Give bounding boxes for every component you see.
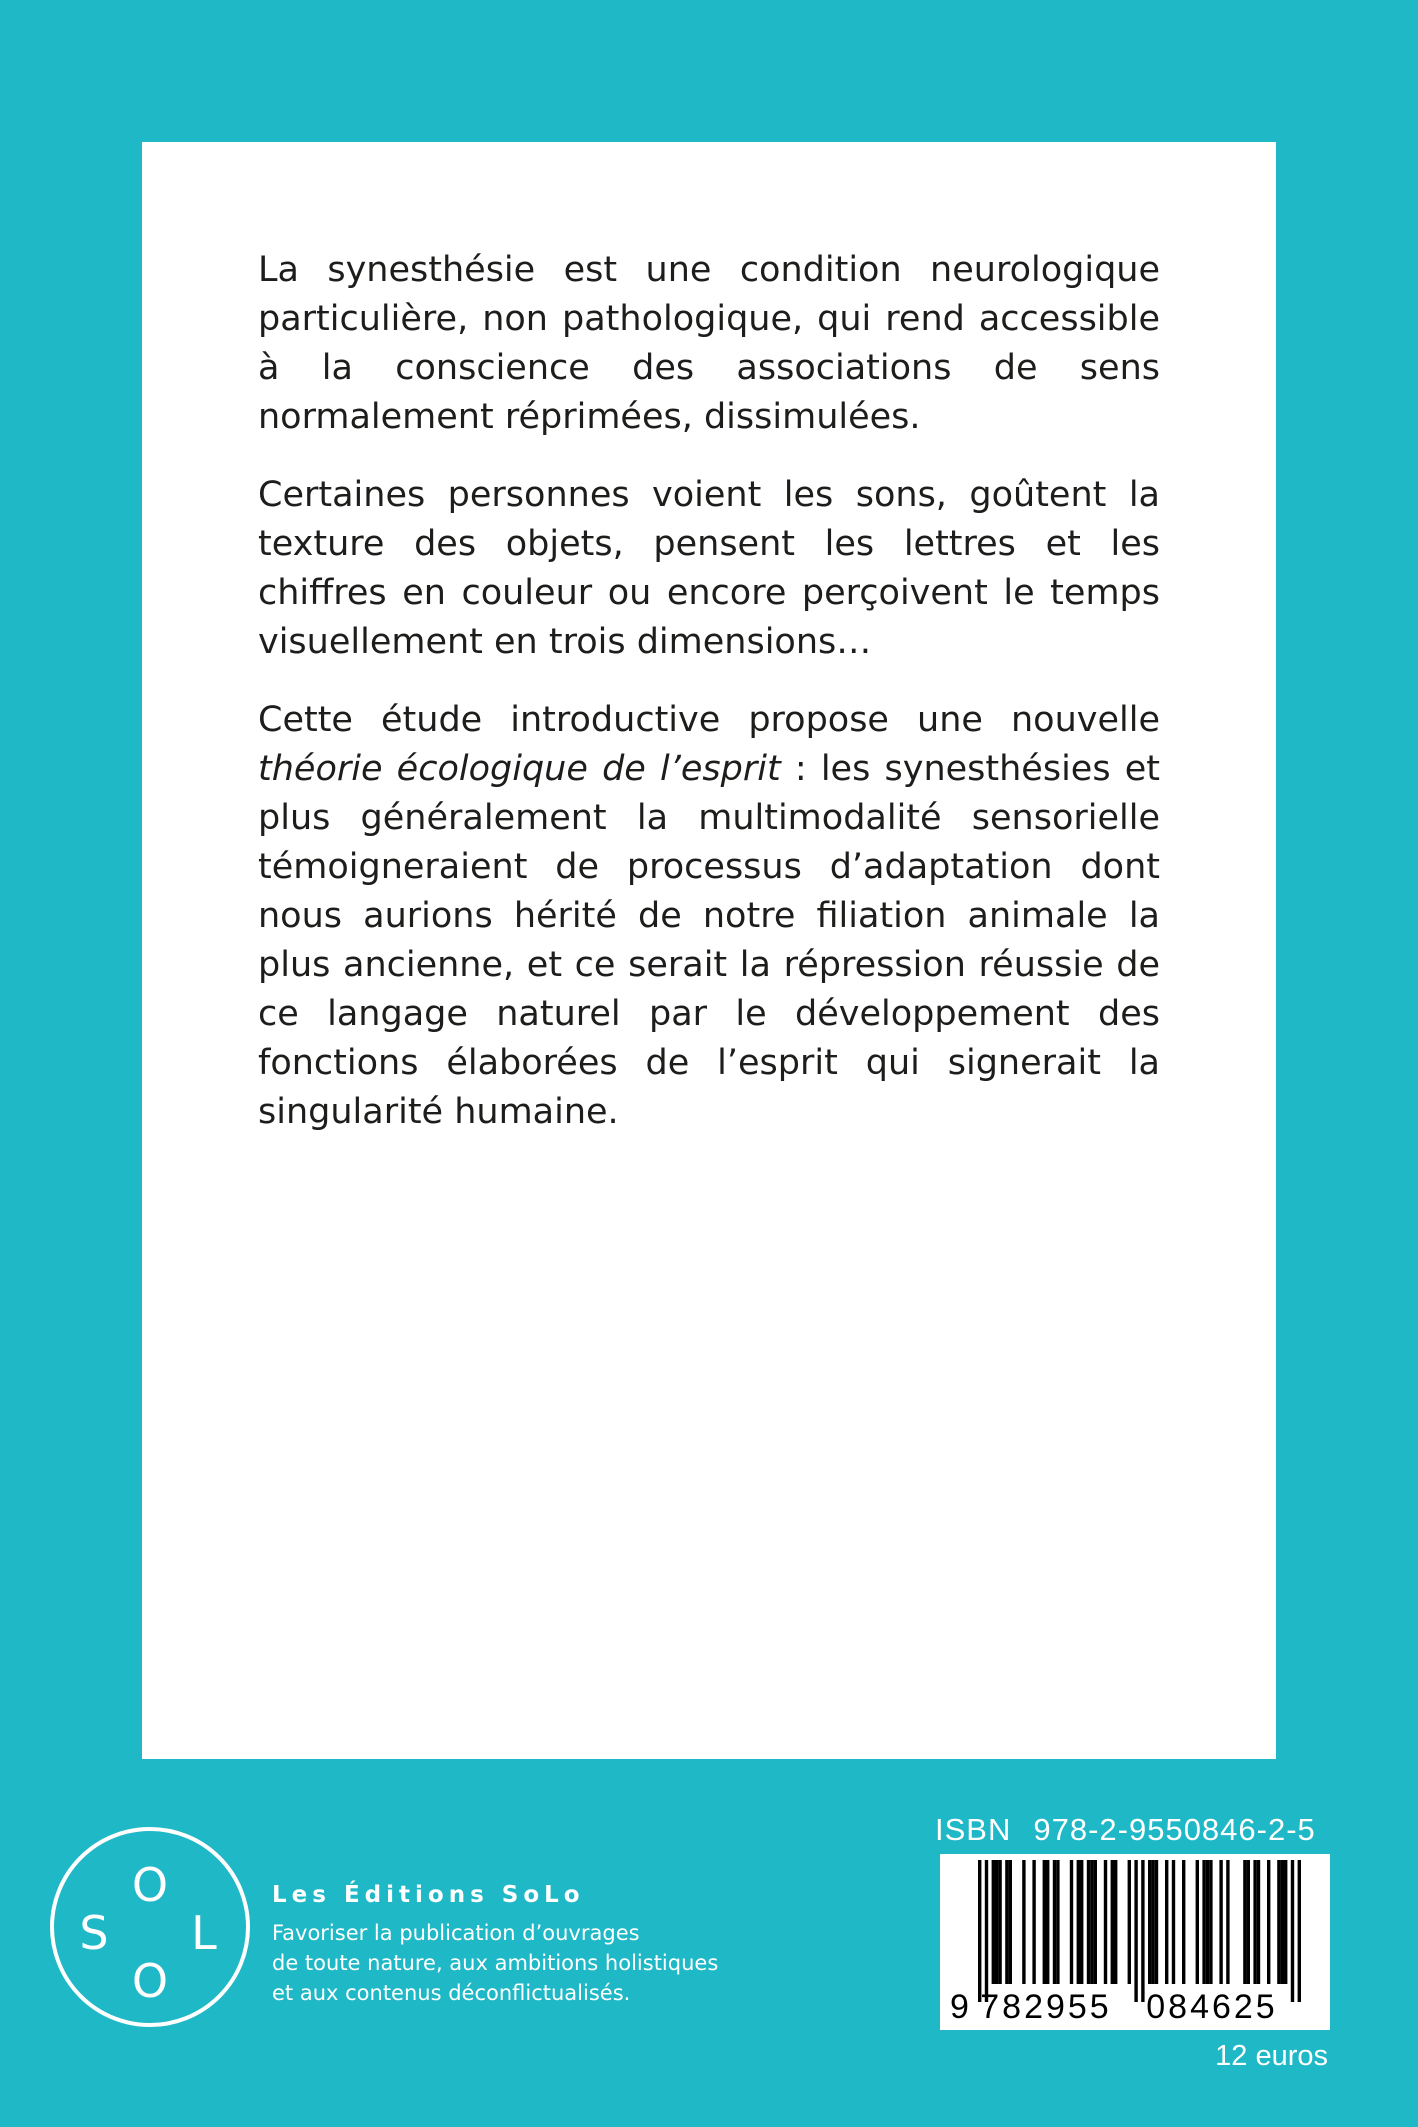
publisher-info [272,1882,718,2008]
isbn-label: ISBN [935,1812,1012,1847]
barcode-right-digits: 084625 [1146,1988,1278,2026]
publisher-tagline-line-3: et aux contenus déconflictualisés. [272,1981,631,2005]
publisher-name: Les Éditions SoLo [272,1882,585,1908]
barcode-bar [1182,1860,1185,1984]
barcode-bar [992,1860,995,1984]
barcode-bar [1226,1860,1229,1984]
barcode-bar [1291,1860,1294,2002]
barcode [940,1854,1330,2030]
blurb-italic-phrase: théorie écologique de l’esprit [258,749,781,789]
barcode-bar [1148,1860,1151,1984]
publisher-tagline-line-2: de toute nature, aux ambitions holistiques [272,1951,719,1975]
barcode-bar [1196,1860,1199,1984]
price: 12 euros [1215,2040,1328,2072]
barcode-bar [1281,1860,1284,1984]
barcode-bar [1219,1860,1222,1984]
barcode-bar [1056,1860,1059,1984]
barcode-bar [1253,1860,1256,1984]
barcode-bar [985,1860,988,2002]
barcode-bar [1094,1860,1097,1984]
blurb-paragraph-3 [258,696,1160,1137]
barcode-bar [1165,1860,1168,1984]
barcode-graphic [940,1854,1330,2030]
barcode-bar [1087,1860,1090,1984]
barcode-bar [1090,1860,1093,1984]
barcode-bar [1247,1860,1250,1984]
barcode-bar [1141,1860,1144,2002]
logo-letter-left: S [79,1906,109,1960]
logo-letter-top: O [131,1858,169,1912]
blurb-paragraph-3-end: : les synesthésies et plus généralement la multimodalité sensorielle témoigneraient de processus d’adaptation dont nous aurions hérité de notre filiation animale la plus ancienne, et ce serait la répression réussie de ce langage naturel par le développement des fonctions élaborées de l’esprit qui signerait la singularité humaine. [258,749,1161,1132]
barcode-bar [1080,1860,1083,1984]
barcode-bar [1209,1860,1212,1984]
blurb-paragraph-2: Certaines personnes voient les sons, goûtent la texture des objets, pensent les lettres et les chiffres en couleur ou encore perçoivent le temps visuellement en trois dimensions… [258,475,1160,662]
barcode-bar [995,1860,998,1984]
barcode-bar [1009,1860,1012,1984]
barcode-lead-digit: 9 [950,1988,969,2026]
blurb-paragraph-3-start: Cette étude introductive propose une nouvelle [258,700,1160,740]
isbn-number: 978-2-9550846-2-5 [1033,1812,1316,1847]
logo-letter-bottom: O [131,1954,169,2008]
barcode-bar [1077,1860,1080,1984]
barcode-bar [1243,1860,1246,1984]
barcode-bar [1070,1860,1073,1984]
logo-letter-right: L [191,1906,217,1960]
barcode-bar [1046,1860,1049,1984]
barcode-bar [1267,1860,1270,1984]
barcode-bar [1202,1860,1205,1984]
barcode-bar [1277,1860,1280,1984]
barcode-bar [1022,1860,1025,1984]
barcode-bar [1005,1860,1008,1984]
barcode-bar [1206,1860,1209,1984]
barcode-bar [1134,1860,1137,2002]
barcode-bar [1128,1860,1131,1984]
barcode-bar [978,1860,981,2002]
isbn [935,1812,1331,1848]
barcode-bar [1257,1860,1260,1984]
solo-logo [48,1825,252,2029]
barcode-left-digits: 782955 [980,1988,1112,2026]
barcode-bar [1104,1860,1107,1984]
barcode-bar [1284,1860,1287,1984]
barcode-bar [1111,1860,1114,1984]
barcode-bar [1151,1860,1154,1984]
barcode-bar [998,1860,1001,1984]
blurb [258,246,1160,1166]
barcode-bar [1032,1860,1035,1984]
publisher-tagline-line-1: Favoriser la publication d’ouvrages [272,1921,640,1945]
barcode-bar [1298,1860,1301,2002]
barcode-bar [1172,1860,1175,1984]
barcode-bar [1114,1860,1117,1984]
barcode-bar [1155,1860,1158,1984]
barcode-bars [978,1860,1301,2002]
barcode-bar [1053,1860,1056,1984]
blurb-paragraph-1: La synesthésie est une condition neurologique particulière, non pathologique, qui rend accessible à la conscience des associations de sens normalement réprimées, dissimulées. [258,250,1160,437]
barcode-bar [1043,1860,1046,1984]
